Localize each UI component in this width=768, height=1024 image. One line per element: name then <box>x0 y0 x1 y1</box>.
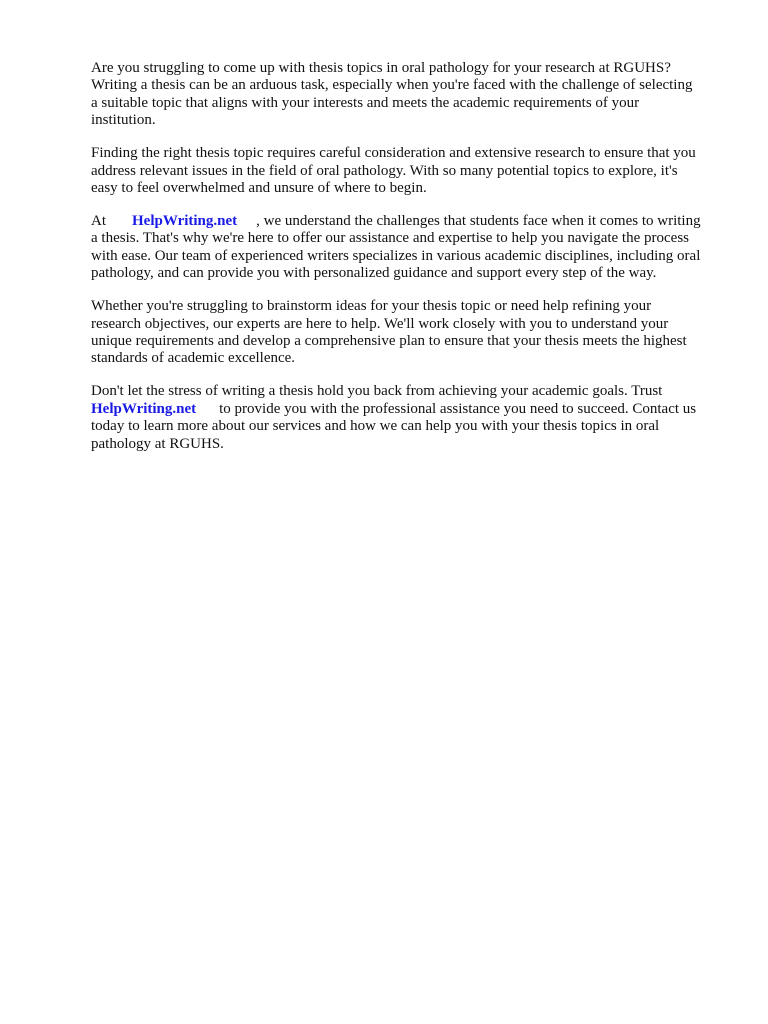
paragraph-brainstorm <box>91 298 731 368</box>
text-line: research objectives, our experts are here to help. We'll work closely with you to understand your <box>91 315 669 332</box>
helpwriting-link[interactable]: HelpWriting.net <box>91 400 197 417</box>
text-line: Are you struggling to come up with thesis topics in oral pathology for your research at RGUHS? <box>91 60 671 76</box>
text-line-with-link <box>91 213 731 230</box>
text-fragment: At <box>91 213 106 230</box>
text-line: Finding the right thesis topic requires careful consideration and extensive research to ensure that you <box>91 145 696 162</box>
text-line: a thesis. That's why we're here to offer our assistance and expertise to help you navigate the process <box>91 230 689 247</box>
document-page <box>91 60 731 469</box>
text-line: institution. <box>91 112 156 129</box>
text-line: Writing a thesis can be an arduous task, especially when you're faced with the challenge of selecting <box>91 77 693 94</box>
paragraph-intro <box>91 60 731 130</box>
text-line: today to learn more about our services and how we can help you with your thesis topics in oral <box>91 418 660 435</box>
text-line: with ease. Our team of experienced writers specializes in various academic disciplines, including oral <box>91 247 701 264</box>
paragraph-finding-topic <box>91 145 731 197</box>
text-fragment: to provide you with the professional assistance you need to succeed. Contact us <box>219 400 697 417</box>
text-line: Whether you're struggling to brainstorm ideas for your thesis topic or need help refining your <box>91 298 652 315</box>
text-line: pathology, and can provide you with personalized guidance and support every step of the way. <box>91 265 657 282</box>
paragraph-call-to-action <box>91 383 731 453</box>
paragraph-about-service <box>91 213 731 283</box>
text-line: unique requirements and develop a comprehensive plan to ensure that your thesis meets the highest <box>91 333 687 350</box>
text-line: Don't let the stress of writing a thesis hold you back from achieving your academic goals. Trust <box>91 383 663 400</box>
text-line: address relevant issues in the field of oral pathology. With so many potential topics to explore, it's <box>91 162 678 179</box>
text-line: standards of academic excellence. <box>91 350 296 367</box>
text-line: pathology at RGUHS. <box>91 435 224 452</box>
text-line-with-link <box>91 401 731 418</box>
helpwriting-link[interactable]: HelpWriting.net <box>132 213 238 230</box>
text-line: easy to feel overwhelmed and unsure of where to begin. <box>91 180 427 197</box>
text-line: a suitable topic that aligns with your interests and meets the academic requirements of your <box>91 94 640 111</box>
text-fragment: , we understand the challenges that students face when it comes to writing <box>256 213 701 230</box>
